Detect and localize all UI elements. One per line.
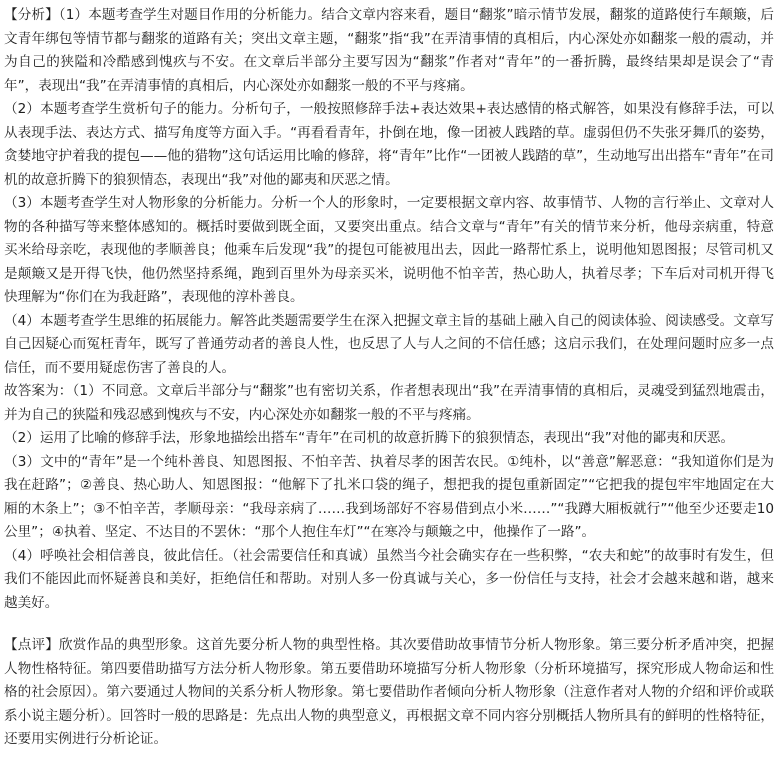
analysis-paragraph-2: （2）本题考查学生赏析句子的能力。分析句子，一般按照修辞手法+表达效果+表达感情的格式解答，如果没有修辞手法，可以从表现手法、表达方式、描写角度等方面入手。“再看看青年，扑倒在地，像一团被人践踏的草。虚弱但仍不失张牙舞爪的姿势，贪婪地守护着我的提包——他的猎物”这句话运用比喻的修辞，将“青年”比作“一团被人践踏的草”，生动地写出出搭车“青年”在司机的故意折腾下的狼狈情态，表现出“我”对他的鄙夷和厌恶之情。 [4,101,774,188]
answer-paragraph-2: （2）运用了比喻的修辞手法，形象地描绘出搭车“青年”在司机的故意折腾下的狼狈情态，表现出“我”对他的鄙夷和厌恶。 [4,430,735,446]
analysis-paragraph-3: （3）本题考查学生对人物形象的分析能力。分析一个人的形象时，一定要根据文章内容、故事情节、人物的言行举止、文章对人物的各种描写等来整体感知的。概括时要做到既全面，又要突出重点。结合文章与“青年”有关的情节来分析，他母亲病重，特意买米给母亲吃，表现他的孝顺善良；他乘车后发现“我”的提包可能被甩出去，因此一路帮忙系上，说明他知恩图报；尽管司机又是颠簸又是开得飞快，他仍然坚持系绳，跑到百里外为母亲买米，说明他不怕辛苦，热心助人，执着尽孝；下车后对司机开得飞快理解为“你们在为我赶路”，表现他的淳朴善良。 [4,195,774,305]
answer-paragraph-3: （3）文中的“青年”是一个纯朴善良、知恩图报、不怕辛苦、执着尽孝的困苦农民。①纯朴，以“善意”解恶意：“我知道你们是为我在赶路”；②善良、热心助人、知恩图报：“他解下了扎米口袋的绳子，想把我的提包重新固定”“它把我的提包牢牢地固定在大厢的木条上”；③不怕辛苦，孝顺母亲：“我母亲病了……我到场部好不容易借到点小米……”“我蹲大厢板就行”“他至少还要走10公里”；④执着、坚定、不达目的不罢休：“那个人抱住车灯”“在寒冷与颠簸之中，他操作了一路”。 [4,453,774,540]
comment-paragraph: 【点评】欣赏作品的典型形象。这首先要分析人物的典型性格。其次要借助故事情节分析人物形象。第三要分析矛盾冲突，把握人物性格特征。第四要借助描写方法分析人物形象。第五要借助环境描写分析人物形象（分析环境描写，探究形成人物命运和性格的社会原因）。第六要通过人物间的关系分析人物形象。第七要借助作者倾向分析人物形象（注意作者对人物的介绍和评价或联系小说主题分析）。回答时一般的思路是：先点出人物的典型意义，再根据文章不同内容分别概括人物所具有的鲜明的性格特征，还要用实例进行分析论证。 [4,637,774,747]
section-spacer [4,615,774,634]
analysis-paragraph-1: 【分析】（1）本题考查学生对题目作用的分析能力。结合文章内容来看，题目“翻浆”暗示情节发展，翻浆的道路使行车颠簸，后文青年绑包等情节都与翻浆的道路有关；突出文章主题，“翻浆”指“我”在弄清事情的真相后，内心深处亦如翻浆一般的震动，并为自己的狭隘和冷酷感到愧疚与不安。在文章后半部分主要写因为“翻浆”作者对“青年”的一番折腾，最终结果却是误会了“青年”，表现出“我”在弄清事情的真相后，内心深处亦如翻浆一般的不平与疼痛。 [4,7,774,94]
answer-paragraph-4: （4）呼唤社会相信善良，彼此信任。（社会需要信任和真诚）虽然当今社会确实存在一些积弊，“农夫和蛇”的故事时有发生，但我们不能因此而怀疑善良和美好，拒绝信任和帮助。对别人多一份真诚与关心，多一份信任与支持，社会才会越来越和谐，越来越美好。 [4,547,774,611]
answer-paragraph-1: 故答案为：（1）不同意。文章后半部分与“翻浆”也有密切关系，作者想表现出“我”在弄清事情的真相后，灵魂受到猛烈地震击，并为自己的狭隘和残忍感到愧疚与不安，内心深处亦如翻浆一般的不平与疼痛。 [4,383,774,423]
analysis-paragraph-4: （4）本题考查学生思维的拓展能力。解答此类题需要学生在深入把握文章主旨的基础上融入自己的阅读体验、阅读感受。文章写自己因疑心而冤枉青年，既写了普通劳动者的善良人性，也反思了人与人之间的不信任感；这启示我们，在处理问题时应多一点信任，而不要用疑虑伤害了善良的人。 [4,312,774,376]
